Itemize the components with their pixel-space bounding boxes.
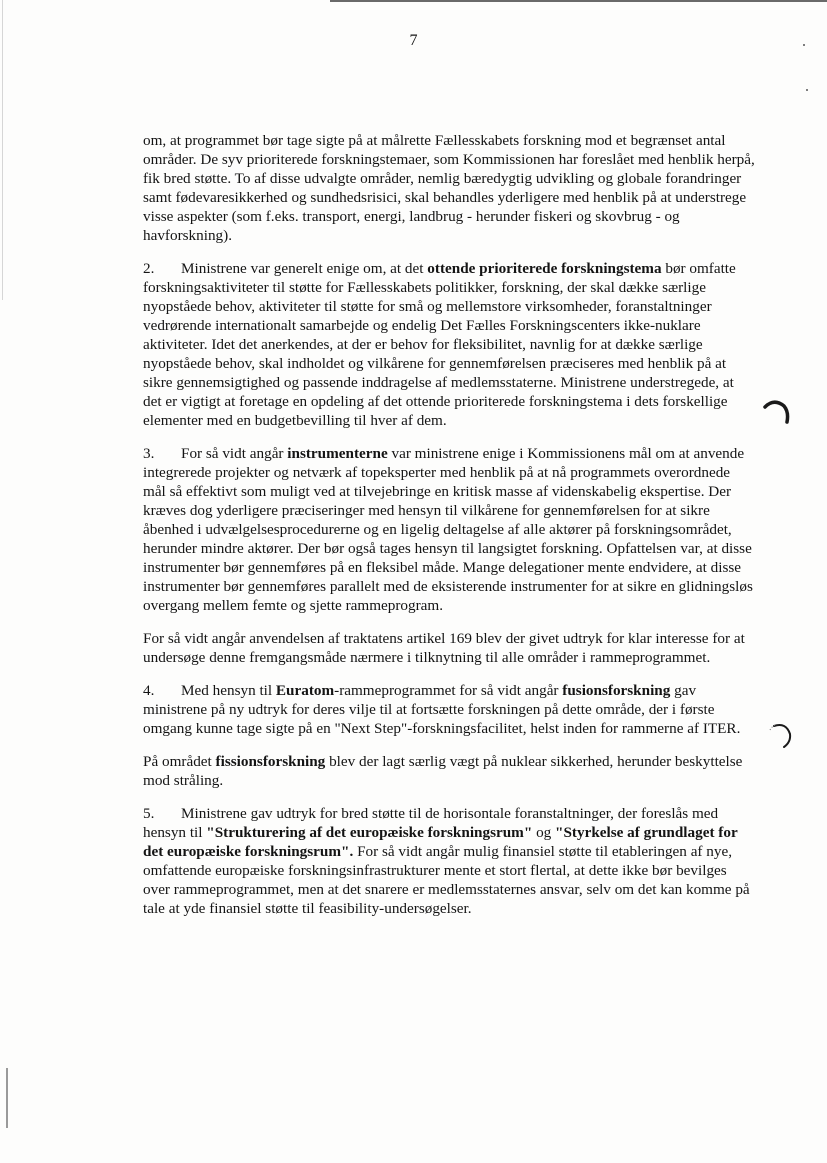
paragraph-p5 <box>143 804 755 918</box>
scan-top-rule <box>330 0 827 2</box>
emphasized-term: "Strukturering af det europæiske forskningsrum" <box>206 824 533 841</box>
punch-hole-mark <box>768 720 798 750</box>
body-text: gav ministrene på ny udtryk for deres vilje til at fortsætte forskningen på dette område, der i første omgang kunne tage sigte på en "Next Step"-forskningsfacilitet, helst inden for rammerne af ITER. <box>143 682 741 737</box>
emphasized-term: instrumenterne <box>287 445 388 462</box>
paragraph-p3 <box>143 444 755 615</box>
emphasized-term: ottende prioriterede forskningstema <box>427 260 662 277</box>
punch-hole-mark <box>762 398 792 428</box>
body-text: var ministrene enige i Kommissionens mål om at anvende integrerede projekter og netværk af topeksperter med henblik på at nå programmets overordnede mål så effektivt som muligt ved at tilvejebringe en kritisk masse af videnskabelig ekspertise. Der kræves dog yderligere præciseringer med hensyn til vilkårene for gennemførelsen for at sikre åbenhed i udvælgelsesprocedurerne og en ligelig deltagelse af alle aktører på forskningsområdet, herunder mindre aktører. Der bør også tages hensyn til langsigtet forskning. Opfattelsen var, at disse instrumenter bør gennemføres på en fleksibel måde. Mange delegationer mente endvidere, at disse instrumenter bør gennemføres parallelt med de eksisterende instrumenter for at sikre en glidningsløs overgang mellem femte og sjette rammeprogram. <box>143 445 753 614</box>
document-body <box>143 131 755 932</box>
body-text: blev der lagt særlig vægt på nuklear sikkerhed, herunder beskyttelse mod stråling. <box>143 753 743 789</box>
paragraph-number: 4. <box>143 682 155 699</box>
paragraph-p4b <box>143 752 755 790</box>
body-text: For så vidt angår <box>181 445 288 462</box>
body-text: -rammeprogrammet for så vidt angår <box>334 682 563 699</box>
scan-speck <box>806 89 808 91</box>
body-text: Ministrene var generelt enige om, at det <box>181 260 428 277</box>
body-text: og <box>532 824 556 841</box>
body-text: om, at programmet bør tage sigte på at målrette Fællesskabets forskning mod et begrænset antal områder. De syv prioriterede forskningstemaer, som Kommissionen har foreslået med henblik herpå, fik bred støtte. To af disse udvalgte områder, nemlig bæredygtig udvikling og globale forandringer samt fødevaresikkerhed og sundhedsrisici, skal behandles yderligere med henblik på at understrege visse aspekter (som f.eks. transport, energi, landbrug - herunder fiskeri og skovbrug - og havforskning). <box>143 132 755 244</box>
paragraph-p4 <box>143 681 755 738</box>
paragraph-p2 <box>143 259 755 430</box>
body-text: Ministrene gav udtryk for bred støtte til de horisontale foranstaltninger, der foreslås med hensyn til <box>143 805 719 841</box>
page-number: 7 <box>409 32 418 49</box>
body-text: bør omfatte forskningsaktiviteter til støtte for Fællesskabets politikker, forskning, der skal dække særlige nyopståede behov, aktiviteter til støtte for små og mellemstore virksomheder, foranstaltninger vedrørende internationalt samarbejde og endelig Det Fælles Forskningscenters ikke-nuklare aktiviteter. Idet det anerkendes, at der er behov for fleksibilitet, navnlig for at dække særlige nyopståede behov, skal indholdet og vilkårene for gennemførelsen præciseres med henblik på at sikre gennemsigtighed og passende inddragelse af medlemsstaterne. Ministrene understregede, at det er vigtigt at foretage en opdeling af det ottende prioriterede forskningstema i dets forskellige elementer med en budgetbevilling til hver af dem. <box>143 260 736 429</box>
body-text: På området <box>143 753 216 770</box>
paragraph-p3b <box>143 629 755 667</box>
paragraph-p0 <box>143 131 755 245</box>
emphasized-term: "Styrkelse af grundlaget for det europæiske forskningsrum". <box>143 824 738 860</box>
body-text: For så vidt angår anvendelsen af traktatens artikel 169 blev der givet udtryk for klar interesse for at undersøge denne fremgangsmåde nærmere i tilknytning til alle områder i rammeprogrammet. <box>143 630 745 666</box>
body-text: For så vidt angår mulig finansiel støtte til etableringen af nye, omfattende europæiske forskningsinfrastrukturer mente et stort flertal, at dette ikke bør bevilges over rammeprogrammet, men at det snarere er medlemsstaternes ansvar, selv om det kan komme på tale at yde finansiel støtte til feasibility-undersøgelser. <box>143 843 750 917</box>
body-text: Med hensyn til <box>181 682 276 699</box>
paragraph-number: 2. <box>143 260 155 277</box>
scan-left-mark <box>6 1068 8 1128</box>
emphasized-term: fissionsforskning <box>215 753 326 770</box>
emphasized-term: fusionsforskning <box>562 682 671 699</box>
emphasized-term: Euratom <box>275 682 335 699</box>
paragraph-number: 5. <box>143 805 155 822</box>
paragraph-number: 3. <box>143 445 155 462</box>
